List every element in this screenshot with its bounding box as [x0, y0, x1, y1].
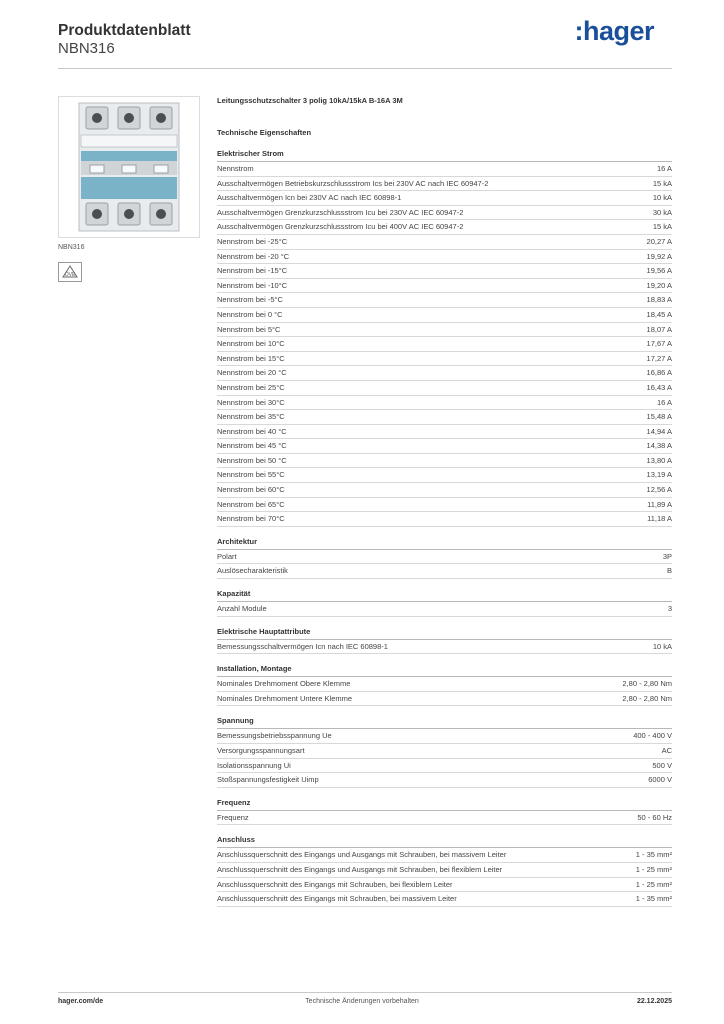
spec-section: [217, 798, 672, 826]
page-title: Produktdatenblatt: [58, 22, 191, 39]
spec-section: [217, 664, 672, 706]
spec-label: Nennstrom bei 10°C: [217, 339, 285, 349]
spec-value: 18,83 A: [646, 295, 672, 305]
spec-label: Anschlussquerschnitt des Eingangs mit Schrauben, bei flexiblem Leiter: [217, 879, 453, 889]
spec-value: 11,18 A: [647, 514, 672, 524]
spec-row: [217, 744, 672, 759]
spec-value: 500 V: [652, 760, 672, 770]
spec-label: Nennstrom bei 15°C: [217, 353, 285, 363]
spec-row: [217, 250, 672, 265]
spec-row: [217, 483, 672, 498]
footer-website: hager.com/de: [58, 998, 104, 1005]
spec-value: 1 - 35 mm²: [635, 850, 672, 860]
spec-label: Anschlussquerschnitt des Eingangs und Ausgangs mit Schrauben, bei flexiblem Leiter: [217, 864, 503, 874]
spec-value: 400 - 400 V: [633, 731, 672, 741]
spec-label: Nennstrom bei 30°C: [217, 397, 285, 407]
spec-value: 19,20 A: [646, 280, 672, 290]
spec-row: [217, 235, 672, 250]
spec-row: [217, 264, 672, 279]
spec-value: 12,56 A: [646, 485, 672, 495]
spec-label: Bemessungsschaltvermögen Icn nach IEC 60898-1: [217, 641, 388, 651]
spec-label: Nennstrom bei -5°C: [217, 295, 283, 305]
spec-value: 2,80 - 2,80 Nm: [622, 693, 672, 703]
certification-mark-icon: [58, 262, 82, 282]
spec-label: Nennstrom bei 55°C: [217, 470, 285, 480]
spec-row: [217, 308, 672, 323]
spec-row: [217, 439, 672, 454]
spec-label: Anschlussquerschnitt des Eingangs und Ausgangs mit Schrauben, bei massivem Leiter: [217, 850, 507, 860]
spec-value: 16 A: [656, 164, 672, 173]
spec-label: Nennstrom bei 60°C: [217, 485, 285, 495]
spec-label: Nennstrom bei -15°C: [217, 266, 288, 276]
spec-label: Ausschaltvermögen Betriebskurzschlussstrom Ics bei 230V AC nach IEC 60947-2: [217, 178, 489, 188]
spec-value: 1 - 25 mm²: [635, 864, 672, 874]
spec-value: 2,80 - 2,80 Nm: [622, 679, 672, 689]
spec-label: Nennstrom bei 5°C: [217, 324, 281, 334]
spec-section: [217, 589, 672, 617]
product-code: NBN316: [58, 40, 115, 57]
spec-section: [217, 716, 672, 787]
footer-divider: [58, 992, 672, 993]
spec-row: [217, 352, 672, 367]
spec-row: [217, 848, 672, 863]
spec-label: Auslösecharakteristik: [217, 566, 288, 576]
spec-label: Ausschaltvermögen Grenzkurzschlussstrom Icu bei 400V AC IEC 60947-2: [217, 222, 464, 232]
product-description: Leitungsschutzschalter 3 polig 10kA/15kA B-16A 3M: [217, 96, 403, 105]
spec-row: [217, 381, 672, 396]
header-divider: [58, 68, 672, 69]
spec-row: [217, 177, 672, 192]
spec-value: 14,38 A: [646, 441, 672, 451]
spec-row: [217, 220, 672, 235]
spec-value: 13,80 A: [646, 455, 672, 465]
spec-label: Bemessungsbetriebsspannung Ue: [217, 731, 332, 741]
spec-row: [217, 396, 672, 411]
spec-label: Ausschaltvermögen Icn bei 230V AC nach IEC 60898-1: [217, 193, 402, 203]
spec-label: Nennstrom bei -20 °C: [217, 251, 290, 261]
svg-text:ÖVE: ÖVE: [64, 272, 76, 278]
spec-label: Nominales Drehmoment Obere Klemme: [217, 679, 351, 689]
spec-value: AC: [661, 746, 672, 755]
spec-row: [217, 892, 672, 907]
spec-value: 17,67 A: [646, 339, 672, 349]
spec-value: 17,27 A: [646, 353, 672, 363]
spec-row: [217, 512, 672, 527]
spec-row: [217, 206, 672, 221]
footer-notice: Technische Änderungen vorbehalten: [305, 998, 419, 1005]
spec-row: [217, 410, 672, 425]
spec-value: 1 - 35 mm²: [635, 894, 672, 904]
section-title: Anschluss: [217, 835, 672, 848]
spec-label: Nennstrom bei 20 °C: [217, 368, 287, 378]
spec-row: [217, 468, 672, 483]
spec-value: 19,56 A: [646, 266, 672, 276]
spec-row: [217, 564, 672, 579]
technical-properties-heading: Technische Eigenschaften: [217, 128, 312, 137]
spec-value: 16 A: [656, 397, 672, 407]
section-title: Installation, Montage: [217, 664, 672, 677]
spec-label: Nennstrom bei 70°C: [217, 514, 285, 524]
spec-value: 19,92 A: [646, 251, 672, 261]
spec-value: 15 kA: [652, 222, 672, 232]
image-caption: NBN316: [58, 244, 85, 251]
spec-row: [217, 498, 672, 513]
spec-value: 10 kA: [652, 193, 672, 203]
spec-value: 18,07 A: [646, 324, 672, 334]
spec-label: Polart: [217, 551, 237, 561]
section-title: Kapazität: [217, 589, 672, 602]
spec-row: [217, 550, 672, 565]
spec-label: Nennstrom bei -10°C: [217, 280, 288, 290]
spec-row: [217, 759, 672, 774]
spec-row: [217, 425, 672, 440]
spec-label: Isolationsspannung Ui: [217, 760, 291, 770]
spec-value: 30 kA: [652, 207, 672, 217]
spec-sections: [217, 149, 672, 907]
spec-value: 16,86 A: [646, 368, 672, 378]
spec-row: [217, 602, 672, 617]
spec-label: Nennstrom: [217, 164, 254, 173]
spec-value: 6000 V: [648, 775, 672, 785]
spec-label: Nennstrom bei -25°C: [217, 236, 288, 246]
spec-row: [217, 773, 672, 788]
spec-row: [217, 162, 672, 177]
section-title: Architektur: [217, 537, 672, 550]
spec-label: Stoßspannungsfestigkeit Uimp: [217, 775, 319, 785]
spec-value: B: [666, 566, 672, 576]
spec-row: [217, 454, 672, 469]
spec-value: 16,43 A: [646, 382, 672, 392]
spec-section: [217, 835, 672, 906]
spec-label: Nennstrom bei 35°C: [217, 412, 285, 422]
spec-row: [217, 729, 672, 744]
spec-section: [217, 537, 672, 579]
spec-label: Nennstrom bei 50 °C: [217, 455, 287, 465]
spec-section: [217, 149, 672, 527]
spec-label: Nennstrom bei 0 °C: [217, 309, 283, 319]
spec-row: [217, 191, 672, 206]
spec-content: [217, 96, 672, 907]
spec-row: [217, 323, 672, 338]
spec-value: 15 kA: [652, 178, 672, 188]
spec-value: 1 - 25 mm²: [635, 879, 672, 889]
spec-label: Nennstrom bei 40 °C: [217, 426, 287, 436]
section-title: Elektrische Hauptattribute: [217, 627, 672, 640]
spec-value: 11,89 A: [647, 499, 672, 509]
spec-row: [217, 366, 672, 381]
spec-row: [217, 640, 672, 655]
spec-row: [217, 279, 672, 294]
footer-date: 22.12.2025: [636, 998, 672, 1005]
spec-label: Nominales Drehmoment Untere Klemme: [217, 693, 353, 703]
spec-row: [217, 293, 672, 308]
hager-logo: :hager: [574, 16, 654, 46]
spec-section: [217, 627, 672, 655]
spec-value: 20,27 A: [646, 236, 672, 246]
spec-value: 3P: [662, 551, 672, 561]
section-title: Frequenz: [217, 798, 672, 811]
spec-value: 15,48 A: [646, 412, 672, 422]
section-title: Spannung: [217, 716, 672, 729]
spec-value: 14,94 A: [646, 426, 672, 436]
spec-row: [217, 677, 672, 692]
spec-label: Nennstrom bei 65°C: [217, 499, 285, 509]
spec-label: Frequenz: [217, 812, 249, 822]
spec-row: [217, 863, 672, 878]
product-image: [58, 96, 200, 238]
spec-row: [217, 337, 672, 352]
spec-row: [217, 811, 672, 826]
spec-value: 13,19 A: [646, 470, 672, 480]
spec-value: 50 - 60 Hz: [637, 812, 672, 822]
spec-label: Ausschaltvermögen Grenzkurzschlussstrom Icu bei 230V AC IEC 60947-2: [217, 207, 464, 217]
spec-label: Nennstrom bei 25°C: [217, 382, 285, 392]
spec-label: Anzahl Module: [217, 604, 267, 614]
circuit-breaker-image: [59, 97, 199, 237]
section-title: Elektrischer Strom: [217, 149, 672, 162]
spec-value: 3: [667, 604, 672, 614]
spec-label: Anschlussquerschnitt des Eingangs mit Schrauben, bei massivem Leiter: [217, 894, 457, 904]
spec-label: Versorgungsspannungsart: [217, 746, 305, 755]
spec-row: [217, 878, 672, 893]
spec-row: [217, 692, 672, 707]
spec-value: 18,45 A: [646, 309, 672, 319]
spec-value: 10 kA: [652, 641, 672, 651]
spec-label: Nennstrom bei 45 °C: [217, 441, 287, 451]
